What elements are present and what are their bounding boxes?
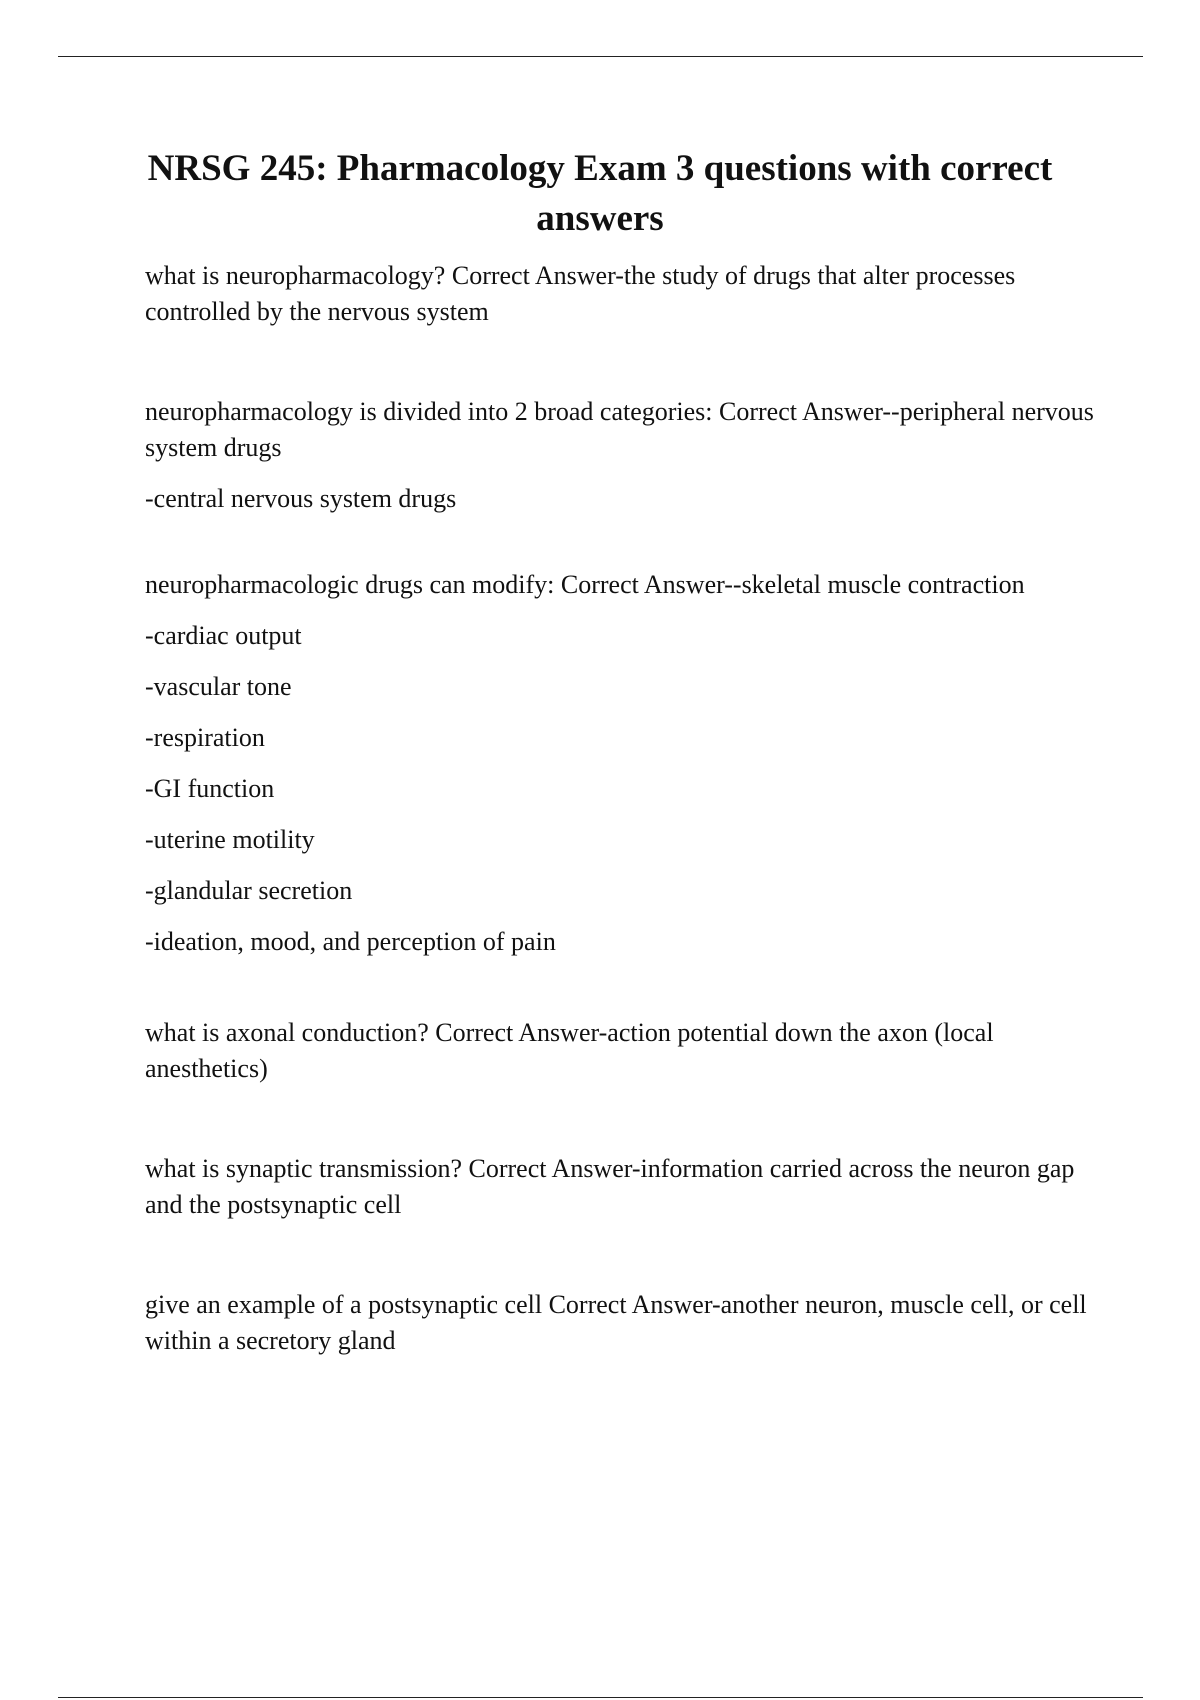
qa-text: what is neuropharmacology? Correct Answer-the study of drugs that alter processes controlled by the nervous system xyxy=(145,261,1016,326)
bottom-rule xyxy=(58,1697,1143,1698)
qa-list-entry: -central nervous system drugs xyxy=(145,484,457,513)
qa-list-entry: -ideation, mood, and perception of pain xyxy=(145,927,556,956)
qa-list-entry: -cardiac output xyxy=(145,621,302,650)
qa-text: neuropharmacologic drugs can modify: Correct Answer--skeletal muscle contraction xyxy=(145,570,1025,599)
document-body xyxy=(145,258,1095,1374)
qa-text: give an example of a postsynaptic cell Correct Answer-another neuron, muscle cell, or cell within a secretory gland xyxy=(145,1290,1087,1355)
qa-text: what is synaptic transmission? Correct Answer-information carried across the neuron gap and the postsynaptic cell xyxy=(145,1154,1075,1219)
qa-text: neuropharmacology is divided into 2 broad categories: Correct Answer--peripheral nervous system drugs xyxy=(145,397,1094,462)
qa-list-entry: -glandular secretion xyxy=(145,876,353,905)
qa-list-entry: -GI function xyxy=(145,774,275,803)
qa-item xyxy=(145,258,1095,330)
qa-item xyxy=(145,394,1095,517)
qa-list-entry: -respiration xyxy=(145,723,265,752)
qa-item xyxy=(145,1287,1095,1359)
top-rule xyxy=(58,56,1143,57)
qa-list-entry: -uterine motility xyxy=(145,825,315,854)
qa-item xyxy=(145,1151,1095,1223)
qa-item xyxy=(145,1015,1095,1087)
qa-list-entry: -vascular tone xyxy=(145,672,292,701)
page-title: NRSG 245: Pharmacology Exam 3 questions with correct answers xyxy=(147,148,1053,239)
qa-text: what is axonal conduction? Correct Answer-action potential down the axon (local anesthetics) xyxy=(145,1018,994,1083)
qa-item xyxy=(145,567,1095,960)
